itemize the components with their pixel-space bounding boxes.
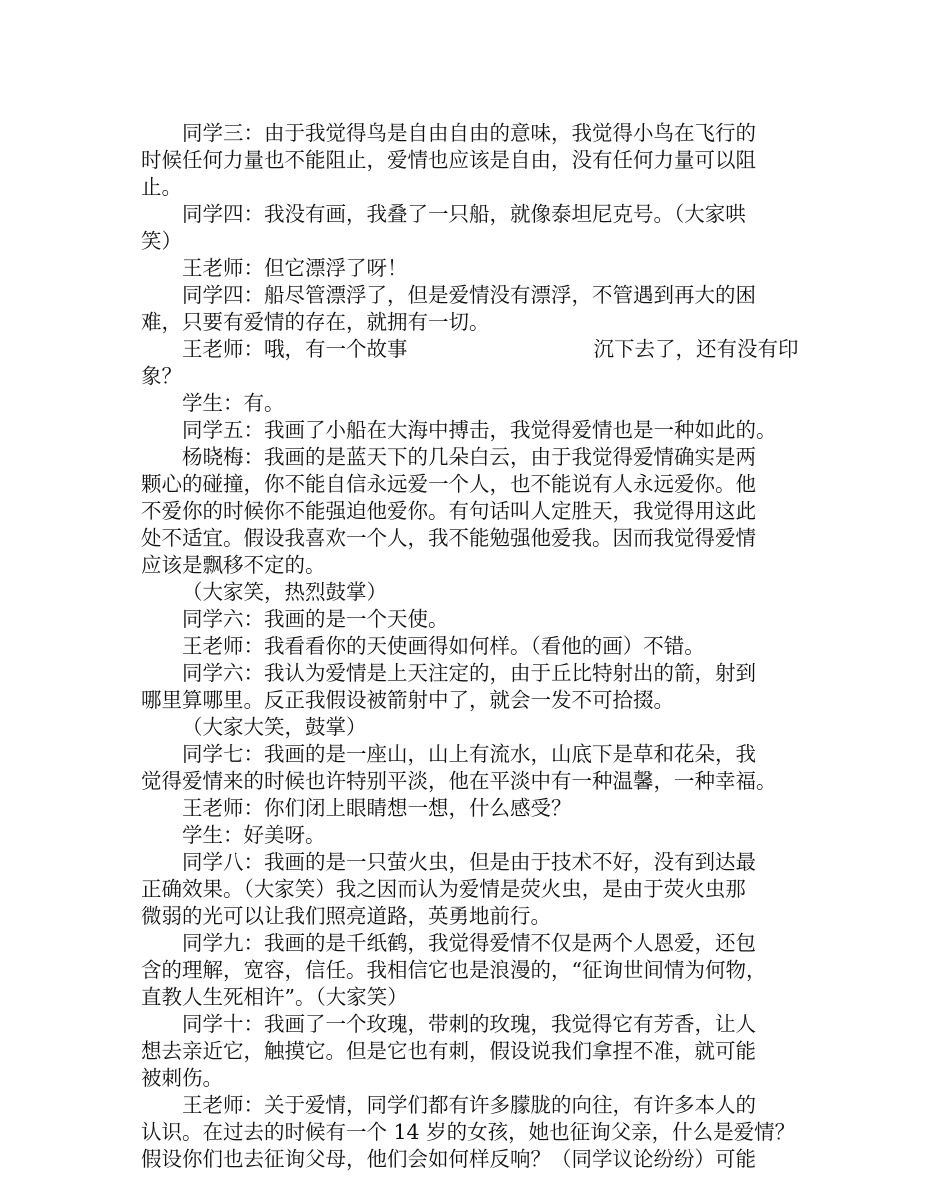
text-line: 杨晓梅：我画的是蓝天下的几朵白云，由于我觉得爱情确实是两 bbox=[182, 445, 756, 469]
text-segment: 王老师：哦，有一个故事 bbox=[182, 337, 408, 361]
text-line: 同学六：我认为爱情是上天注定的，由于丘比特射出的箭，射到 bbox=[182, 661, 756, 685]
text-line: 王老师：我看看你的天使画得如何样。（看他的画）不错。 bbox=[182, 634, 705, 658]
text-line: 学生：好美呀。 bbox=[182, 823, 326, 847]
text-line: 处不适宜。假设我喜欢一个人，我不能勉强他爱我。因而我觉得爱情 bbox=[141, 526, 756, 550]
text-line: 应该是飘移不定的。 bbox=[141, 553, 326, 577]
document-body bbox=[141, 120, 813, 1173]
text-line: 时候任何力量也不能阻止，爱情也应该是自由，没有任何力量可以阻 bbox=[141, 148, 756, 172]
text-line: 同学四：我没有画，我叠了一只船，就像泰坦尼克号。（大家哄 bbox=[182, 202, 746, 226]
text-line: 认识。在过去的时候有一个 14 岁的女孩，她也征询父亲，什么是爱情？ bbox=[141, 1120, 796, 1144]
text-line: 同学九：我画的是千纸鹤，我觉得爱情不仅是两个人恩爱，还包 bbox=[182, 931, 756, 955]
text-line: 王老师：但它漂浮了呀！ bbox=[182, 256, 408, 280]
text-line: 笑） bbox=[141, 229, 182, 253]
text-line: （大家大笑，鼓掌） bbox=[182, 715, 367, 739]
text-line: 同学三：由于我觉得鸟是自由自由的意味，我觉得小鸟在飞行的 bbox=[182, 121, 756, 145]
text-line: （大家笑，热烈鼓掌） bbox=[182, 580, 387, 604]
text-line: 象？ bbox=[141, 364, 182, 388]
text-line: 王老师：关于爱情，同学们都有许多朦胧的向往，有许多本人的 bbox=[182, 1093, 756, 1117]
text-line: 同学十：我画了一个玫瑰，带刺的玫瑰，我觉得它有芳香，让人 bbox=[182, 1012, 756, 1036]
text-line: 同学六：我画的是一个天使。 bbox=[182, 607, 449, 631]
text-segment: 沉下去了，还有没有印 bbox=[593, 337, 799, 361]
text-line-with-gap bbox=[141, 336, 813, 363]
text-line: 王老师：你们闭上眼睛想一想，什么感受？ bbox=[182, 796, 572, 820]
text-line: 哪里算哪里。反正我假设被箭射中了，就会一发不可拾掇。 bbox=[141, 688, 674, 712]
text-line: 假设你们也去征询父母，他们会如何样反响？（同学议论纷纷）可能 bbox=[141, 1147, 756, 1171]
text-line: 学生：有。 bbox=[182, 391, 285, 415]
text-line: 觉得爱情来的时候也许特别平淡，他在平淡中有一种温馨，一种幸福。 bbox=[141, 769, 777, 793]
text-line: 难，只要有爱情的存在，就拥有一切。 bbox=[141, 310, 490, 334]
text-line: 正确效果。（大家笑）我之因而认为爱情是荧火虫，是由于荧火虫那 bbox=[141, 877, 746, 901]
text-line: 颗心的碰撞，你不能自信永远爱一个人，也不能说有人永远爱你。他 bbox=[141, 472, 756, 496]
text-line: 止。 bbox=[141, 175, 182, 199]
text-line: 同学四：船尽管漂浮了，但是爱情没有漂浮，不管遇到再大的困 bbox=[182, 283, 756, 307]
text-line: 微弱的光可以让我们照亮道路，英勇地前行。 bbox=[141, 904, 551, 928]
text-line: 含的理解，宽容，信任。我相信它也是浪漫的，“征询世间情为何物， bbox=[141, 958, 767, 982]
text-line: 被刺伤。 bbox=[141, 1066, 223, 1090]
text-line: 直教人生死相许”。（大家笑） bbox=[141, 985, 408, 1009]
text-line: 想去亲近它，触摸它。但是它也有刺，假设说我们拿捏不准，就可能 bbox=[141, 1039, 756, 1063]
text-line: 同学五：我画了小船在大海中搏击，我觉得爱情也是一种如此的。 bbox=[182, 418, 777, 442]
text-line: 同学七：我画的是一座山，山上有流水，山底下是草和花朵，我 bbox=[182, 742, 756, 766]
text-line: 同学八：我画的是一只萤火虫，但是由于技术不好，没有到达最 bbox=[182, 850, 756, 874]
text-line: 不爱你的时候你不能强迫他爱你。有句话叫人定胜天，我觉得用这此 bbox=[141, 499, 756, 523]
